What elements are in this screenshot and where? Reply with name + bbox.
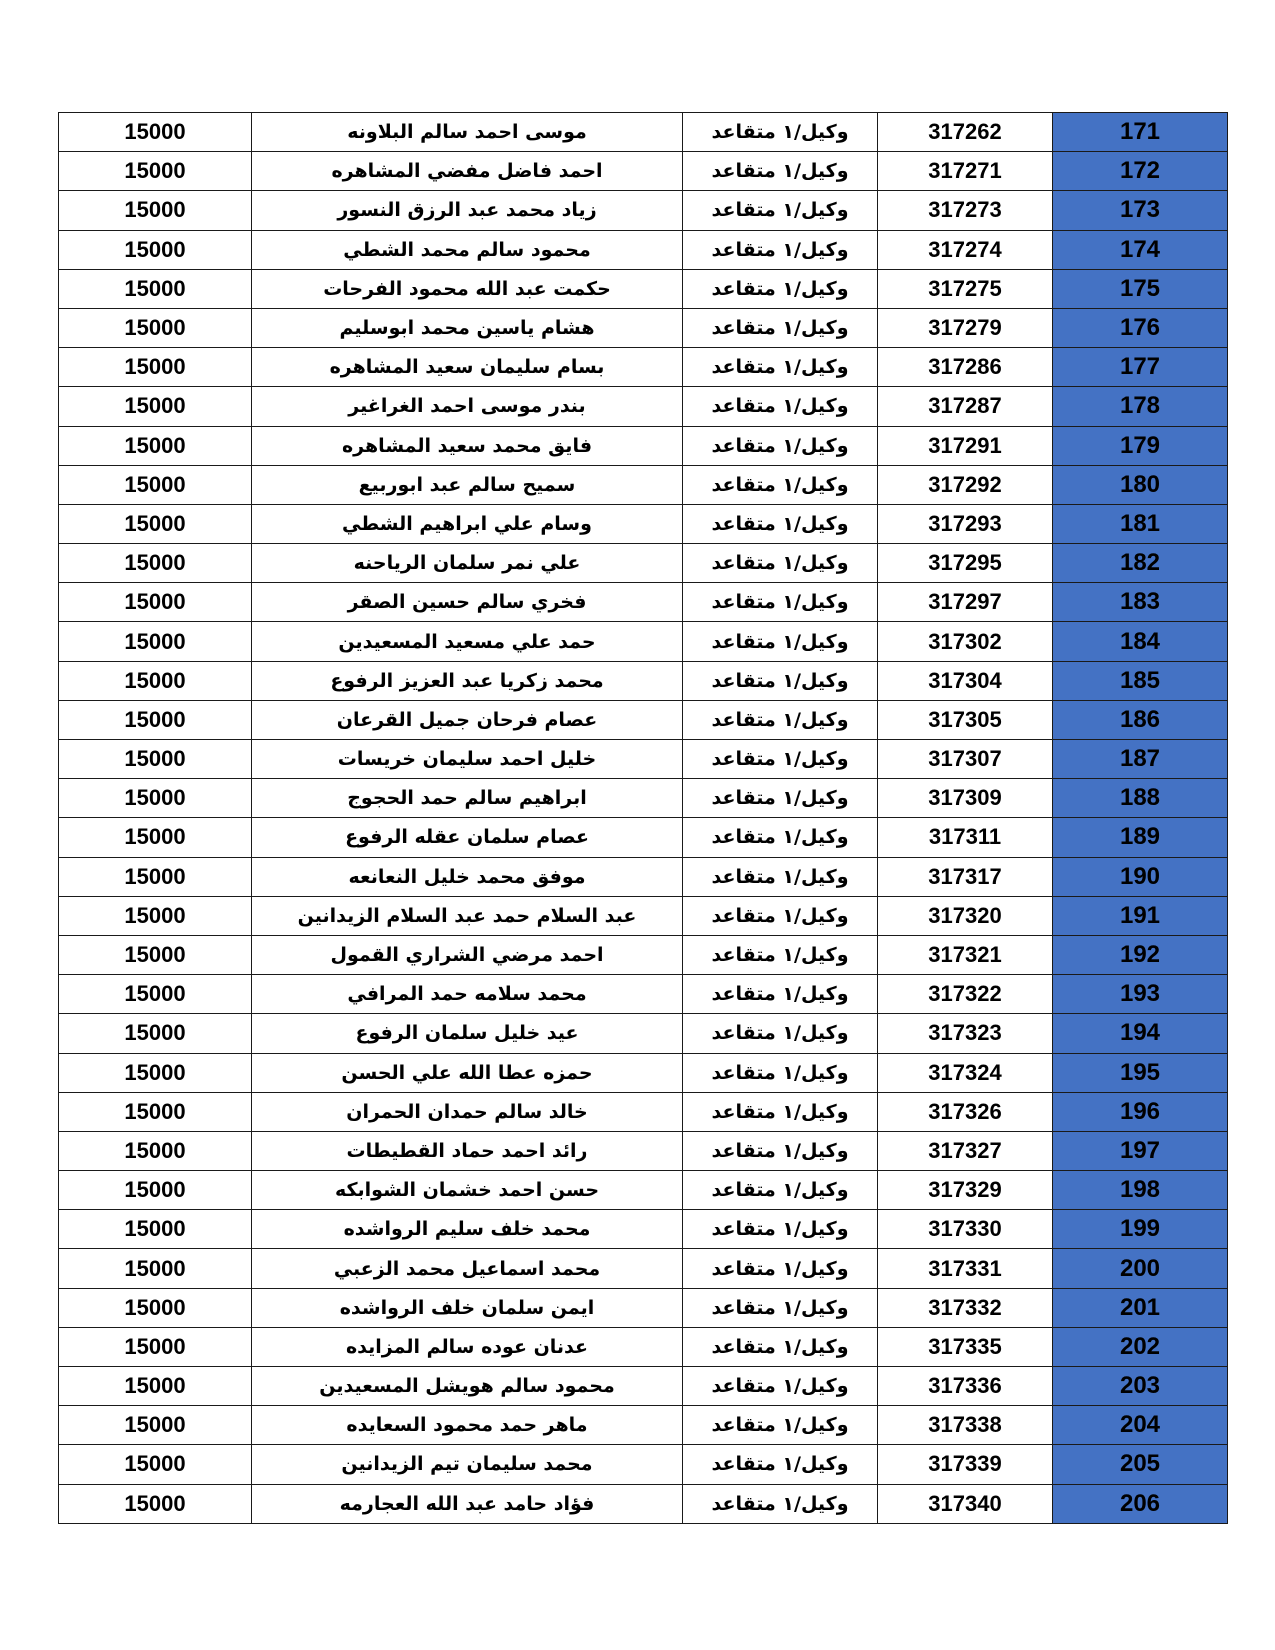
military-number-cell: 317309 <box>878 779 1053 818</box>
rank-cell: وكيل/١ متقاعد <box>683 387 878 426</box>
rank-cell: وكيل/١ متقاعد <box>683 1445 878 1484</box>
amount-cell: 15000 <box>59 622 252 661</box>
amount-cell: 15000 <box>59 1092 252 1131</box>
amount-cell: 15000 <box>59 387 252 426</box>
military-number-cell: 317336 <box>878 1367 1053 1406</box>
amount-cell: 15000 <box>59 152 252 191</box>
sequence-number-cell: 182 <box>1053 544 1228 583</box>
sequence-number-cell: 172 <box>1053 152 1228 191</box>
table-row <box>59 935 1228 974</box>
table-row <box>59 1406 1228 1445</box>
person-name-cell: عصام سلمان عقله الرفوع <box>252 818 683 857</box>
rank-cell: وكيل/١ متقاعد <box>683 1288 878 1327</box>
person-name-cell: احمد مرضي الشراري القمول <box>252 935 683 974</box>
military-number-cell: 317339 <box>878 1445 1053 1484</box>
military-number-cell: 317302 <box>878 622 1053 661</box>
person-name-cell: عصام فرحان جميل القرعان <box>252 700 683 739</box>
military-number-cell: 317292 <box>878 465 1053 504</box>
table-row <box>59 1053 1228 1092</box>
military-number-cell: 317307 <box>878 740 1053 779</box>
person-name-cell: عيد خليل سلمان الرفوع <box>252 1014 683 1053</box>
person-name-cell: فؤاد حامد عبد الله العجارمه <box>252 1484 683 1523</box>
person-name-cell: محمد سلامه حمد المرافي <box>252 975 683 1014</box>
table-row <box>59 1327 1228 1366</box>
sequence-number-cell: 190 <box>1053 857 1228 896</box>
sequence-number-cell: 198 <box>1053 1171 1228 1210</box>
sequence-number-cell: 202 <box>1053 1327 1228 1366</box>
sequence-number-cell: 204 <box>1053 1406 1228 1445</box>
military-number-cell: 317279 <box>878 308 1053 347</box>
person-name-cell: سميح سالم عبد ابوربيع <box>252 465 683 504</box>
table-row <box>59 465 1228 504</box>
table-body <box>59 113 1228 1524</box>
person-name-cell: حكمت عبد الله محمود الفرحات <box>252 269 683 308</box>
military-number-cell: 317274 <box>878 230 1053 269</box>
rank-cell: وكيل/١ متقاعد <box>683 308 878 347</box>
rank-cell: وكيل/١ متقاعد <box>683 740 878 779</box>
sequence-number-cell: 203 <box>1053 1367 1228 1406</box>
amount-cell: 15000 <box>59 1288 252 1327</box>
sequence-number-cell: 196 <box>1053 1092 1228 1131</box>
rank-cell: وكيل/١ متقاعد <box>683 896 878 935</box>
table-row <box>59 1014 1228 1053</box>
table-row <box>59 544 1228 583</box>
sequence-number-cell: 189 <box>1053 818 1228 857</box>
table-row <box>59 1249 1228 1288</box>
rank-cell: وكيل/١ متقاعد <box>683 269 878 308</box>
sequence-number-cell: 195 <box>1053 1053 1228 1092</box>
table-row <box>59 700 1228 739</box>
sequence-number-cell: 173 <box>1053 191 1228 230</box>
military-number-cell: 317287 <box>878 387 1053 426</box>
military-number-cell: 317295 <box>878 544 1053 583</box>
rank-cell: وكيل/١ متقاعد <box>683 1131 878 1170</box>
table-row <box>59 1092 1228 1131</box>
military-number-cell: 317305 <box>878 700 1053 739</box>
document-page <box>58 112 1227 1524</box>
sequence-number-cell: 180 <box>1053 465 1228 504</box>
person-name-cell: خليل احمد سليمان خريسات <box>252 740 683 779</box>
sequence-number-cell: 192 <box>1053 935 1228 974</box>
sequence-number-cell: 188 <box>1053 779 1228 818</box>
sequence-number-cell: 201 <box>1053 1288 1228 1327</box>
amount-cell: 15000 <box>59 308 252 347</box>
table-row <box>59 308 1228 347</box>
rank-cell: وكيل/١ متقاعد <box>683 818 878 857</box>
table-row <box>59 426 1228 465</box>
person-name-cell: بندر موسى احمد الغراغير <box>252 387 683 426</box>
military-number-cell: 317320 <box>878 896 1053 935</box>
amount-cell: 15000 <box>59 1210 252 1249</box>
table-row <box>59 583 1228 622</box>
rank-cell: وكيل/١ متقاعد <box>683 1406 878 1445</box>
amount-cell: 15000 <box>59 1249 252 1288</box>
person-name-cell: عدنان عوده سالم المزايده <box>252 1327 683 1366</box>
person-name-cell: زياد محمد عبد الرزق النسور <box>252 191 683 230</box>
amount-cell: 15000 <box>59 975 252 1014</box>
rank-cell: وكيل/١ متقاعد <box>683 1249 878 1288</box>
amount-cell: 15000 <box>59 1131 252 1170</box>
rank-cell: وكيل/١ متقاعد <box>683 504 878 543</box>
table-row <box>59 230 1228 269</box>
table-row <box>59 661 1228 700</box>
amount-cell: 15000 <box>59 1484 252 1523</box>
amount-cell: 15000 <box>59 700 252 739</box>
rank-cell: وكيل/١ متقاعد <box>683 779 878 818</box>
person-name-cell: علي نمر سلمان الرياحنه <box>252 544 683 583</box>
amount-cell: 15000 <box>59 896 252 935</box>
person-name-cell: ابراهيم سالم حمد الحجوج <box>252 779 683 818</box>
table-row <box>59 1131 1228 1170</box>
table-row <box>59 191 1228 230</box>
military-number-cell: 317322 <box>878 975 1053 1014</box>
amount-cell: 15000 <box>59 583 252 622</box>
amount-cell: 15000 <box>59 1171 252 1210</box>
person-name-cell: محمد خلف سليم الرواشده <box>252 1210 683 1249</box>
rank-cell: وكيل/١ متقاعد <box>683 857 878 896</box>
rank-cell: وكيل/١ متقاعد <box>683 1210 878 1249</box>
person-name-cell: خالد سالم حمدان الحمران <box>252 1092 683 1131</box>
sequence-number-cell: 199 <box>1053 1210 1228 1249</box>
sequence-number-cell: 171 <box>1053 113 1228 152</box>
amount-cell: 15000 <box>59 857 252 896</box>
amount-cell: 15000 <box>59 113 252 152</box>
amount-cell: 15000 <box>59 1327 252 1366</box>
amount-cell: 15000 <box>59 1406 252 1445</box>
table-row <box>59 1288 1228 1327</box>
table-row <box>59 1210 1228 1249</box>
military-number-cell: 317293 <box>878 504 1053 543</box>
military-number-cell: 317262 <box>878 113 1053 152</box>
amount-cell: 15000 <box>59 1053 252 1092</box>
military-number-cell: 317340 <box>878 1484 1053 1523</box>
sequence-number-cell: 191 <box>1053 896 1228 935</box>
amount-cell: 15000 <box>59 426 252 465</box>
person-name-cell: حمزه عطا الله علي الحسن <box>252 1053 683 1092</box>
person-name-cell: احمد فاضل مفضي المشاهره <box>252 152 683 191</box>
rank-cell: وكيل/١ متقاعد <box>683 661 878 700</box>
amount-cell: 15000 <box>59 935 252 974</box>
rank-cell: وكيل/١ متقاعد <box>683 544 878 583</box>
person-name-cell: عبد السلام حمد عبد السلام الزيدانين <box>252 896 683 935</box>
person-name-cell: محمد اسماعيل محمد الزعبي <box>252 1249 683 1288</box>
rank-cell: وكيل/١ متقاعد <box>683 152 878 191</box>
rank-cell: وكيل/١ متقاعد <box>683 1171 878 1210</box>
military-number-cell: 317335 <box>878 1327 1053 1366</box>
amount-cell: 15000 <box>59 661 252 700</box>
military-number-cell: 317324 <box>878 1053 1053 1092</box>
person-name-cell: رائد احمد حماد القطيطات <box>252 1131 683 1170</box>
military-number-cell: 317286 <box>878 348 1053 387</box>
military-number-cell: 317275 <box>878 269 1053 308</box>
military-number-cell: 317332 <box>878 1288 1053 1327</box>
table-row <box>59 113 1228 152</box>
table-row <box>59 387 1228 426</box>
table-row <box>59 1171 1228 1210</box>
table-row <box>59 779 1228 818</box>
table-row <box>59 348 1228 387</box>
table-row <box>59 857 1228 896</box>
person-name-cell: حمد علي مسعيد المسعيدين <box>252 622 683 661</box>
rank-cell: وكيل/١ متقاعد <box>683 1484 878 1523</box>
amount-cell: 15000 <box>59 269 252 308</box>
rank-cell: وكيل/١ متقاعد <box>683 1014 878 1053</box>
military-number-cell: 317326 <box>878 1092 1053 1131</box>
amount-cell: 15000 <box>59 348 252 387</box>
person-name-cell: محمد زكريا عبد العزيز الرفوع <box>252 661 683 700</box>
table-row <box>59 269 1228 308</box>
sequence-number-cell: 179 <box>1053 426 1228 465</box>
sequence-number-cell: 184 <box>1053 622 1228 661</box>
rank-cell: وكيل/١ متقاعد <box>683 700 878 739</box>
sequence-number-cell: 174 <box>1053 230 1228 269</box>
rank-cell: وكيل/١ متقاعد <box>683 622 878 661</box>
table-row <box>59 1445 1228 1484</box>
amount-cell: 15000 <box>59 1014 252 1053</box>
sequence-number-cell: 193 <box>1053 975 1228 1014</box>
military-number-cell: 317327 <box>878 1131 1053 1170</box>
person-name-cell: ايمن سلمان خلف الرواشده <box>252 1288 683 1327</box>
rank-cell: وكيل/١ متقاعد <box>683 465 878 504</box>
person-name-cell: وسام علي ابراهيم الشطي <box>252 504 683 543</box>
table-row <box>59 740 1228 779</box>
rank-cell: وكيل/١ متقاعد <box>683 583 878 622</box>
sequence-number-cell: 183 <box>1053 583 1228 622</box>
military-number-cell: 317331 <box>878 1249 1053 1288</box>
amount-cell: 15000 <box>59 818 252 857</box>
sequence-number-cell: 181 <box>1053 504 1228 543</box>
table-row <box>59 1367 1228 1406</box>
table-row <box>59 896 1228 935</box>
military-number-cell: 317321 <box>878 935 1053 974</box>
military-number-cell: 317329 <box>878 1171 1053 1210</box>
table-row <box>59 152 1228 191</box>
military-number-cell: 317291 <box>878 426 1053 465</box>
sequence-number-cell: 176 <box>1053 308 1228 347</box>
person-name-cell: بسام سليمان سعيد المشاهره <box>252 348 683 387</box>
amount-cell: 15000 <box>59 191 252 230</box>
rank-cell: وكيل/١ متقاعد <box>683 975 878 1014</box>
military-number-cell: 317317 <box>878 857 1053 896</box>
rank-cell: وكيل/١ متقاعد <box>683 191 878 230</box>
person-name-cell: محمد سليمان تيم الزيدانين <box>252 1445 683 1484</box>
sequence-number-cell: 177 <box>1053 348 1228 387</box>
person-name-cell: موسى احمد سالم البلاونه <box>252 113 683 152</box>
table-row <box>59 622 1228 661</box>
amount-cell: 15000 <box>59 544 252 583</box>
sequence-number-cell: 175 <box>1053 269 1228 308</box>
rank-cell: وكيل/١ متقاعد <box>683 1327 878 1366</box>
amount-cell: 15000 <box>59 230 252 269</box>
person-name-cell: موفق محمد خليل النعانعه <box>252 857 683 896</box>
person-name-cell: محمود سالم محمد الشطي <box>252 230 683 269</box>
rank-cell: وكيل/١ متقاعد <box>683 113 878 152</box>
rank-cell: وكيل/١ متقاعد <box>683 1053 878 1092</box>
military-number-cell: 317330 <box>878 1210 1053 1249</box>
sequence-number-cell: 194 <box>1053 1014 1228 1053</box>
rank-cell: وكيل/١ متقاعد <box>683 1092 878 1131</box>
sequence-number-cell: 178 <box>1053 387 1228 426</box>
table-row <box>59 504 1228 543</box>
rank-cell: وكيل/١ متقاعد <box>683 426 878 465</box>
sequence-number-cell: 187 <box>1053 740 1228 779</box>
military-number-cell: 317304 <box>878 661 1053 700</box>
amount-cell: 15000 <box>59 504 252 543</box>
military-number-cell: 317297 <box>878 583 1053 622</box>
sequence-number-cell: 200 <box>1053 1249 1228 1288</box>
sequence-number-cell: 205 <box>1053 1445 1228 1484</box>
rank-cell: وكيل/١ متقاعد <box>683 230 878 269</box>
personnel-table <box>58 112 1228 1524</box>
person-name-cell: محمود سالم هويشل المسعيدين <box>252 1367 683 1406</box>
rank-cell: وكيل/١ متقاعد <box>683 348 878 387</box>
amount-cell: 15000 <box>59 465 252 504</box>
military-number-cell: 317311 <box>878 818 1053 857</box>
amount-cell: 15000 <box>59 1367 252 1406</box>
sequence-number-cell: 185 <box>1053 661 1228 700</box>
table-row <box>59 975 1228 1014</box>
person-name-cell: ماهر حمد محمود السعايده <box>252 1406 683 1445</box>
rank-cell: وكيل/١ متقاعد <box>683 1367 878 1406</box>
rank-cell: وكيل/١ متقاعد <box>683 935 878 974</box>
military-number-cell: 317271 <box>878 152 1053 191</box>
military-number-cell: 317323 <box>878 1014 1053 1053</box>
table-row <box>59 818 1228 857</box>
person-name-cell: فخري سالم حسين الصقر <box>252 583 683 622</box>
amount-cell: 15000 <box>59 1445 252 1484</box>
sequence-number-cell: 186 <box>1053 700 1228 739</box>
amount-cell: 15000 <box>59 779 252 818</box>
military-number-cell: 317273 <box>878 191 1053 230</box>
sequence-number-cell: 197 <box>1053 1131 1228 1170</box>
sequence-number-cell: 206 <box>1053 1484 1228 1523</box>
amount-cell: 15000 <box>59 740 252 779</box>
person-name-cell: هشام ياسين محمد ابوسليم <box>252 308 683 347</box>
table-row <box>59 1484 1228 1523</box>
person-name-cell: فايق محمد سعيد المشاهره <box>252 426 683 465</box>
person-name-cell: حسن احمد خشمان الشوابكه <box>252 1171 683 1210</box>
military-number-cell: 317338 <box>878 1406 1053 1445</box>
